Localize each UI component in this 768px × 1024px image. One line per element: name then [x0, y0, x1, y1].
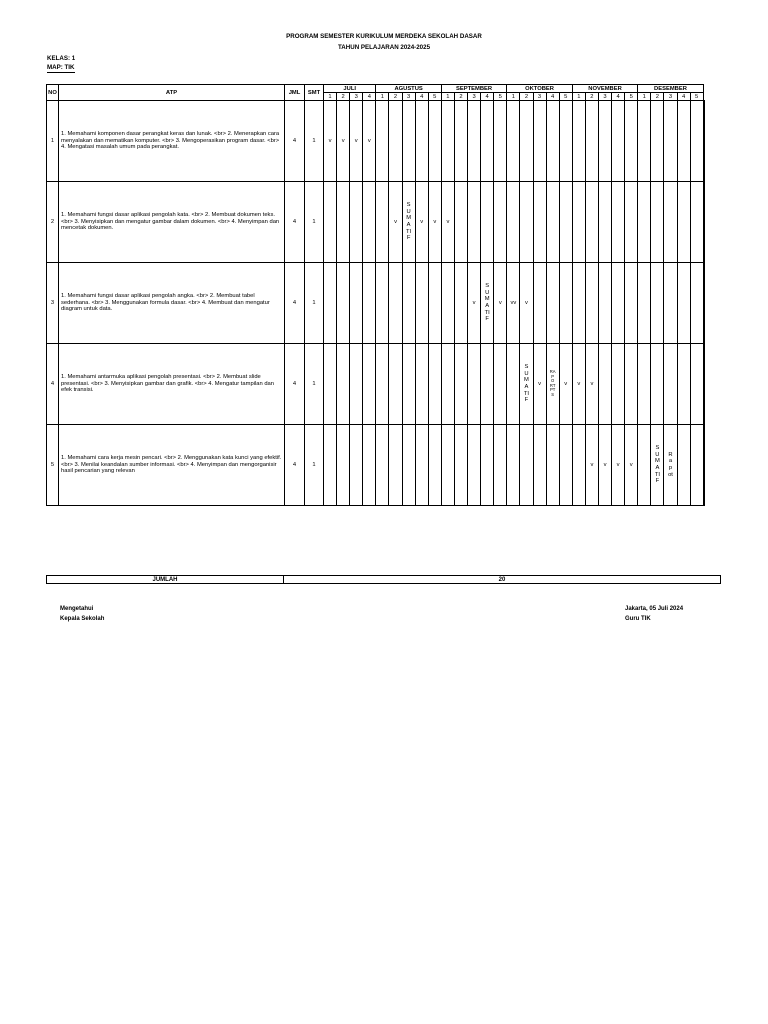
schedule-cell: [468, 182, 481, 263]
row-jml: 4: [285, 263, 305, 344]
schedule-cell: v: [625, 425, 638, 506]
schedule-cell: [690, 425, 703, 506]
schedule-cell: [677, 344, 690, 425]
schedule-cell: [585, 263, 598, 344]
schedule-cell: [441, 101, 454, 182]
schedule-cell: [481, 425, 494, 506]
row-atp: 1. Memahami fungsi dasar aplikasi pengolah kata. <br> 2. Membuat dokumen teks. <br> 3. Menyisipkan dan mengatur gambar dalam dokumen. <br> 4. Menyimpan dan mencetak dokumen.: [59, 182, 285, 263]
schedule-cell: [638, 101, 651, 182]
header-atp: ATP: [59, 85, 285, 101]
schedule-cell: [598, 101, 611, 182]
schedule-note: SUMATIF: [654, 445, 660, 485]
schedule-cell: [703, 182, 704, 263]
schedule-cell: [651, 101, 664, 182]
schedule-note: RAPORT PTS: [549, 369, 556, 397]
schedule-cell: [533, 101, 546, 182]
schedule-cell: [703, 425, 704, 506]
schedule-cell: [507, 344, 520, 425]
month-header: AGUSTUS: [376, 85, 441, 93]
schedule-cell: [402, 182, 415, 263]
schedule-cell: [559, 182, 572, 263]
week-header: 4: [612, 93, 625, 101]
schedule-cell: [572, 101, 585, 182]
signature-right-line2: Guru TIK: [625, 616, 651, 622]
schedule-cell: [612, 101, 625, 182]
schedule-cell: [428, 344, 441, 425]
schedule-cell: [441, 263, 454, 344]
schedule-cell: [454, 101, 467, 182]
schedule-cell: [428, 101, 441, 182]
header-smt: SMT: [305, 85, 324, 101]
row-atp: 1. Memahami cara kerja mesin pencari. <br> 2. Menggunakan kata kunci yang efektif. <br> 3. Menilai keandalan sumber informasi. <br> 4. Menyimpan dan mengorganisir hasil pencarian yang relevan: [59, 425, 285, 506]
row-jml: 4: [285, 344, 305, 425]
schedule-cell: [520, 182, 533, 263]
schedule-cell: [533, 263, 546, 344]
schedule-cell: [625, 182, 638, 263]
schedule-cell: [376, 344, 389, 425]
month-header: NOVEMBER: [572, 85, 637, 93]
schedule-cell: [363, 425, 376, 506]
signature-left: [60, 604, 104, 624]
schedule-cell: [638, 263, 651, 344]
schedule-cell: [585, 101, 598, 182]
schedule-cell: [690, 101, 703, 182]
schedule-cell: v: [520, 263, 533, 344]
row-number: 4: [47, 344, 59, 425]
class-label: KELAS: 1: [47, 55, 76, 62]
row-smt: 1: [305, 263, 324, 344]
schedule-note: SUMATIF: [523, 364, 530, 404]
schedule-cell: v: [598, 425, 611, 506]
program-semester-table: [46, 84, 705, 506]
schedule-cell: v: [363, 101, 376, 182]
week-header: 1: [572, 93, 585, 101]
schedule-cell: [494, 101, 507, 182]
schedule-cell: v: [350, 101, 363, 182]
schedule-cell: [402, 101, 415, 182]
schedule-cell: [677, 263, 690, 344]
month-header: JULI: [324, 85, 376, 93]
week-header: 4: [677, 93, 690, 101]
schedule-cell: [428, 263, 441, 344]
schedule-cell: v: [585, 425, 598, 506]
schedule-cell: [559, 425, 572, 506]
week-header: 2: [337, 93, 350, 101]
week-header: 1: [638, 93, 651, 101]
schedule-cell: [572, 263, 585, 344]
summary-total: 20: [284, 576, 721, 584]
row-jml: 4: [285, 182, 305, 263]
schedule-cell: [337, 182, 350, 263]
week-header: 3: [664, 93, 677, 101]
schedule-cell: [494, 425, 507, 506]
header-jml: JML: [285, 85, 305, 101]
schedule-cell: v: [572, 344, 585, 425]
schedule-cell: [507, 101, 520, 182]
week-header: 3: [533, 93, 546, 101]
week-header: 2: [520, 93, 533, 101]
schedule-cell: [441, 425, 454, 506]
schedule-cell: v: [559, 344, 572, 425]
schedule-cell: [690, 182, 703, 263]
schedule-cell: [389, 344, 402, 425]
week-header: 1: [507, 93, 520, 101]
schedule-cell: [481, 263, 494, 344]
schedule-cell: [441, 344, 454, 425]
schedule-cell: [376, 263, 389, 344]
schedule-cell: [454, 425, 467, 506]
schedule-cell: [664, 101, 677, 182]
schedule-cell: [337, 425, 350, 506]
schedule-cell: [363, 263, 376, 344]
schedule-cell: [546, 263, 559, 344]
week-header: 2: [651, 93, 664, 101]
schedule-cell: [454, 344, 467, 425]
week-header: 1: [376, 93, 389, 101]
table-row: [47, 101, 705, 182]
schedule-cell: [363, 182, 376, 263]
row-smt: 1: [305, 182, 324, 263]
schedule-cell: [324, 344, 337, 425]
schedule-cell: v: [585, 344, 598, 425]
schedule-cell: [559, 263, 572, 344]
schedule-cell: [454, 182, 467, 263]
schedule-cell: [494, 182, 507, 263]
document-title: PROGRAM SEMESTER KURIKULUM MERDEKA SEKOLAH DASAR: [286, 33, 482, 40]
week-header: 5: [494, 93, 507, 101]
table-row: [47, 263, 705, 344]
schedule-cell: [546, 425, 559, 506]
schedule-cell: [481, 344, 494, 425]
week-header: 5: [428, 93, 441, 101]
schedule-note: SUMATIF: [484, 283, 490, 323]
schedule-cell: [507, 425, 520, 506]
schedule-cell: [350, 344, 363, 425]
schedule-cell: v: [415, 182, 428, 263]
schedule-cell: [703, 263, 704, 344]
week-header: 2: [389, 93, 402, 101]
table-row: [47, 425, 705, 506]
schedule-cell: [415, 344, 428, 425]
subject-label: MAP: TIK: [47, 64, 75, 71]
schedule-cell: [612, 344, 625, 425]
row-jml: 4: [285, 425, 305, 506]
row-jml: 4: [285, 101, 305, 182]
schedule-cell: [402, 425, 415, 506]
schedule-cell: [376, 425, 389, 506]
week-header: 5: [559, 93, 572, 101]
schedule-cell: [454, 263, 467, 344]
schedule-cell: [651, 425, 664, 506]
week-header: 1: [441, 93, 454, 101]
schedule-cell: [598, 344, 611, 425]
schedule-cell: [363, 344, 376, 425]
row-atp: 1. Memahami antarmuka aplikasi pengolah presentasi. <br> 2. Membuat slide presentasi. <br> 3. Menyisipkan gambar dan grafik. <br> 4. Mengatur tampilan dan efek transisi.: [59, 344, 285, 425]
schedule-cell: [625, 101, 638, 182]
row-atp: 1. Memahami fungsi dasar aplikasi pengolah angka. <br> 2. Membuat tabel sederhana. <br> 3. Menggunakan formula dasar. <br> 4. Membuat dan mengatur diagram untuk data.: [59, 263, 285, 344]
document-year: TAHUN PELAJARAN 2024-2025: [337, 44, 431, 51]
schedule-cell: [389, 263, 402, 344]
schedule-cell: [520, 425, 533, 506]
schedule-cell: [481, 101, 494, 182]
schedule-cell: [625, 344, 638, 425]
schedule-cell: v: [468, 263, 481, 344]
schedule-cell: [415, 425, 428, 506]
schedule-cell: [350, 263, 363, 344]
schedule-cell: v: [441, 182, 454, 263]
schedule-cell: [520, 101, 533, 182]
schedule-cell: vv: [507, 263, 520, 344]
week-header: 3: [598, 93, 611, 101]
schedule-cell: [415, 101, 428, 182]
schedule-cell: [638, 344, 651, 425]
row-smt: 1: [305, 344, 324, 425]
schedule-cell: [677, 425, 690, 506]
schedule-cell: [598, 263, 611, 344]
schedule-cell: [638, 425, 651, 506]
schedule-cell: [612, 182, 625, 263]
schedule-cell: [415, 263, 428, 344]
schedule-cell: [507, 182, 520, 263]
schedule-cell: [337, 344, 350, 425]
schedule-cell: [533, 182, 546, 263]
schedule-note: Rapot: [668, 451, 673, 478]
schedule-cell: [546, 182, 559, 263]
schedule-cell: [337, 263, 350, 344]
row-smt: 1: [305, 425, 324, 506]
schedule-cell: [559, 101, 572, 182]
signature-left-line1: Mengetahui: [60, 606, 94, 612]
schedule-cell: v: [389, 182, 402, 263]
schedule-cell: v: [533, 344, 546, 425]
schedule-cell: [324, 263, 337, 344]
schedule-cell: [520, 344, 533, 425]
week-header: 4: [363, 93, 376, 101]
signature-left-line2: Kepala Sekolah: [60, 616, 105, 622]
schedule-cell: [703, 344, 704, 425]
schedule-cell: [625, 263, 638, 344]
week-header: 2: [585, 93, 598, 101]
schedule-cell: v: [337, 101, 350, 182]
week-header: 4: [481, 93, 494, 101]
schedule-cell: [690, 344, 703, 425]
week-header: 3: [468, 93, 481, 101]
schedule-cell: [402, 263, 415, 344]
schedule-cell: [585, 182, 598, 263]
schedule-cell: [376, 101, 389, 182]
week-header: 4: [415, 93, 428, 101]
schedule-cell: [389, 425, 402, 506]
week-header: 5: [625, 93, 638, 101]
schedule-cell: v: [494, 263, 507, 344]
week-header: 1: [324, 93, 337, 101]
schedule-cell: v: [428, 182, 441, 263]
header-no: NO: [47, 85, 59, 101]
schedule-cell: [651, 182, 664, 263]
schedule-cell: [402, 344, 415, 425]
schedule-cell: [664, 425, 677, 506]
month-header: OKTOBER: [507, 85, 572, 93]
summary-table: [46, 575, 721, 584]
schedule-cell: [481, 182, 494, 263]
schedule-cell: [598, 182, 611, 263]
schedule-cell: v: [324, 101, 337, 182]
schedule-cell: [546, 101, 559, 182]
row-number: 2: [47, 182, 59, 263]
schedule-cell: [572, 425, 585, 506]
week-header: 4: [546, 93, 559, 101]
schedule-cell: [350, 425, 363, 506]
schedule-cell: [612, 263, 625, 344]
month-header: SEPTEMBER: [441, 85, 506, 93]
schedule-cell: [428, 425, 441, 506]
row-smt: 1: [305, 101, 324, 182]
schedule-cell: [651, 263, 664, 344]
schedule-cell: [690, 263, 703, 344]
schedule-cell: [638, 182, 651, 263]
week-header: 3: [350, 93, 363, 101]
table-row: [47, 182, 705, 263]
week-header: 5: [690, 93, 703, 101]
schedule-cell: [664, 182, 677, 263]
schedule-cell: [664, 263, 677, 344]
row-number: 5: [47, 425, 59, 506]
schedule-cell: [324, 425, 337, 506]
summary-label: JUMLAH: [47, 576, 284, 584]
schedule-cell: [468, 425, 481, 506]
schedule-cell: [324, 182, 337, 263]
signature-right: [625, 604, 683, 624]
table-row: [47, 344, 705, 425]
schedule-cell: [350, 182, 363, 263]
schedule-cell: [546, 344, 559, 425]
schedule-cell: [533, 425, 546, 506]
schedule-cell: [664, 344, 677, 425]
schedule-cell: [677, 101, 690, 182]
schedule-cell: [389, 101, 402, 182]
schedule-cell: [468, 101, 481, 182]
schedule-cell: [677, 182, 690, 263]
row-atp: 1. Memahami komponen dasar perangkat keras dan lunak. <br> 2. Menerapkan cara menyalakan dan mematikan komputer. <br> 3. Mengoperasikan program dasar. <br> 4. Mengatasi masalah umum pada perangkat.: [59, 101, 285, 182]
schedule-cell: [572, 182, 585, 263]
signature-right-line1: Jakarta, 05 Juli 2024: [625, 606, 684, 612]
week-header: 3: [402, 93, 415, 101]
row-number: 1: [47, 101, 59, 182]
schedule-cell: [468, 344, 481, 425]
week-header: 2: [454, 93, 467, 101]
schedule-cell: [376, 182, 389, 263]
schedule-note: SUMATIF: [406, 202, 412, 242]
schedule-cell: [703, 101, 704, 182]
month-header: DESEMBER: [638, 85, 703, 93]
schedule-cell: [494, 344, 507, 425]
schedule-cell: v: [612, 425, 625, 506]
row-number: 3: [47, 263, 59, 344]
schedule-cell: [651, 344, 664, 425]
